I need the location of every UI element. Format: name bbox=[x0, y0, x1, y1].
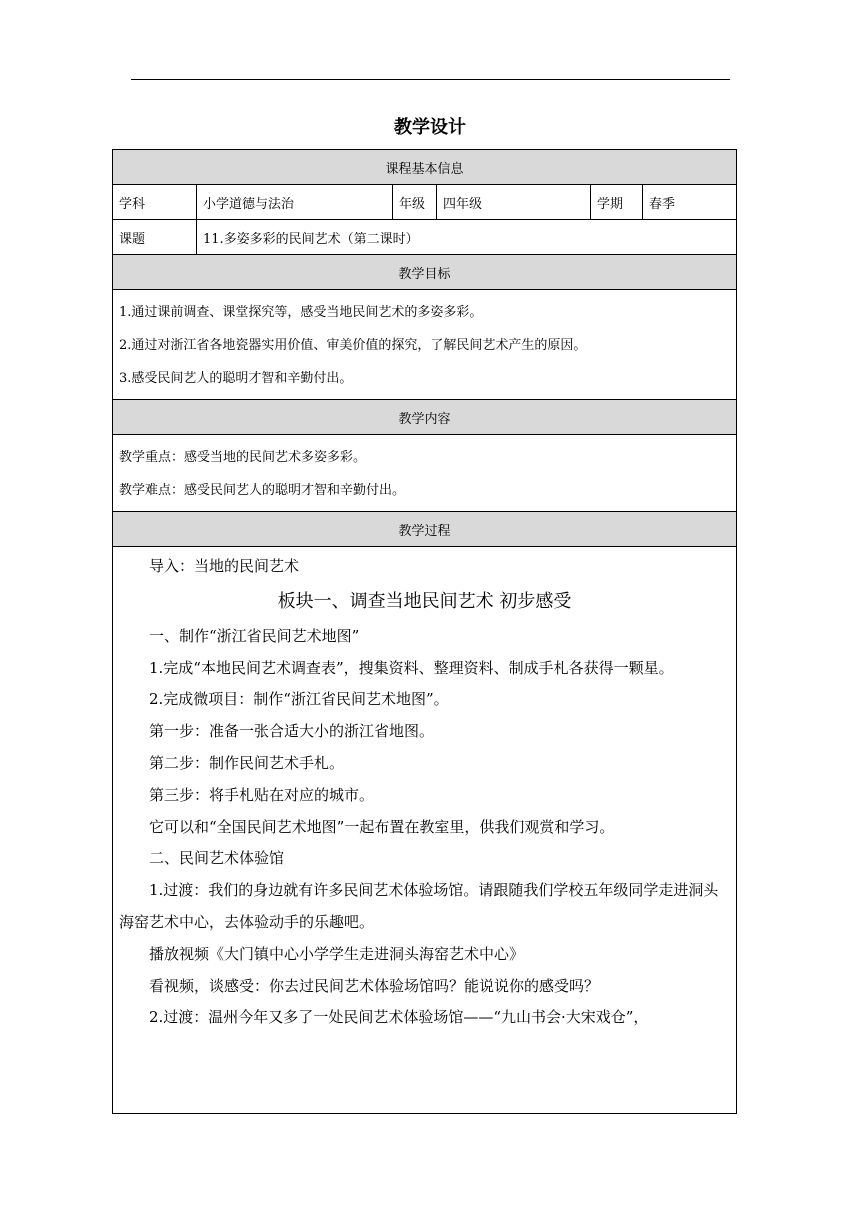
topic-row bbox=[113, 220, 737, 255]
process-line: 2.过渡：温州今年又多了一处民间艺术体验场馆——“九山书会·大宋戏仓”， bbox=[149, 1008, 649, 1027]
goal-item: 2.通过对浙江省各地瓷器实用价值、审美价值的探究，了解民间艺术产生的原因。 bbox=[119, 338, 587, 353]
term-value: 春季 bbox=[643, 185, 737, 220]
goal-item: 3.感受民间艺人的聪明才智和辛勤付出。 bbox=[119, 371, 353, 386]
process-header: 教学过程 bbox=[113, 512, 737, 547]
grade-label: 年级 bbox=[393, 185, 437, 220]
header-rule bbox=[131, 79, 730, 80]
content-cell bbox=[113, 435, 737, 512]
goals-header: 教学目标 bbox=[113, 255, 737, 290]
subject-label: 学科 bbox=[113, 185, 197, 220]
term-label: 学期 bbox=[591, 185, 643, 220]
goal-item: 1.通过课前调查、课堂探究等，感受当地民间艺术的多姿多彩。 bbox=[119, 305, 483, 320]
process-line: 二、民间艺术体验馆 bbox=[149, 849, 285, 868]
process-line: 播放视频《大门镇中心小学学生走进洞头海窑艺术中心》 bbox=[149, 944, 525, 963]
lesson-plan-table bbox=[112, 149, 737, 1114]
basic-info-header-row bbox=[113, 150, 737, 185]
goals-cell bbox=[113, 290, 737, 400]
document-title: 教学设计 bbox=[394, 117, 466, 138]
process-line: 第三步：将手札贴在对应的城市。 bbox=[149, 785, 375, 804]
topic-value: 11.多姿多彩的民间艺术（第二课时） bbox=[197, 220, 737, 255]
goals-row bbox=[113, 290, 737, 400]
process-intro: 导入：当地的民间艺术 bbox=[149, 557, 300, 575]
process-cell bbox=[113, 547, 737, 1114]
process-line: 一、制作“浙江省民间艺术地图” bbox=[149, 626, 360, 645]
process-line: 第一步：准备一张合适大小的浙江省地图。 bbox=[149, 722, 435, 741]
content-header-row bbox=[113, 400, 737, 435]
key-point: 教学重点：感受当地的民间艺术多姿多彩。 bbox=[119, 450, 367, 465]
content-header: 教学内容 bbox=[113, 400, 737, 435]
process-line: 看视频，谈感受：你去过民间艺术体验场馆吗？能说说你的感受吗？ bbox=[149, 976, 600, 995]
topic-label: 课题 bbox=[113, 220, 197, 255]
goals-header-row bbox=[113, 255, 737, 290]
difficult-point: 教学难点：感受民间艺人的聪明才智和辛勤付出。 bbox=[119, 483, 406, 498]
content-row bbox=[113, 435, 737, 512]
process-line: 2.完成微项目：制作“浙江省民间艺术地图”。 bbox=[149, 690, 449, 709]
grade-value: 四年级 bbox=[437, 185, 591, 220]
basic-info-header: 课程基本信息 bbox=[113, 150, 737, 185]
process-line: 第二步：制作民间艺术手札。 bbox=[149, 753, 345, 772]
process-line: 1.完成“本地民间艺术调查表”，搜集资料、整理资料、制成手札各获得一颗星。 bbox=[149, 658, 674, 677]
process-line: 1.过渡：我们的身边就有许多民间艺术体验场馆。请跟随我们学校五年级同学走进洞头海窑艺术中心，去体验动手的乐趣吧。 bbox=[119, 881, 719, 931]
block-title: 板块一、调查当地民间艺术 初步感受 bbox=[277, 590, 572, 612]
process-header-row bbox=[113, 512, 737, 547]
process-line: 它可以和“全国民间艺术地图”一起布置在教室里，供我们观赏和学习。 bbox=[149, 817, 615, 836]
subject-value: 小学道德与法治 bbox=[197, 185, 393, 220]
process-row bbox=[113, 547, 737, 1114]
subject-row bbox=[113, 185, 737, 220]
